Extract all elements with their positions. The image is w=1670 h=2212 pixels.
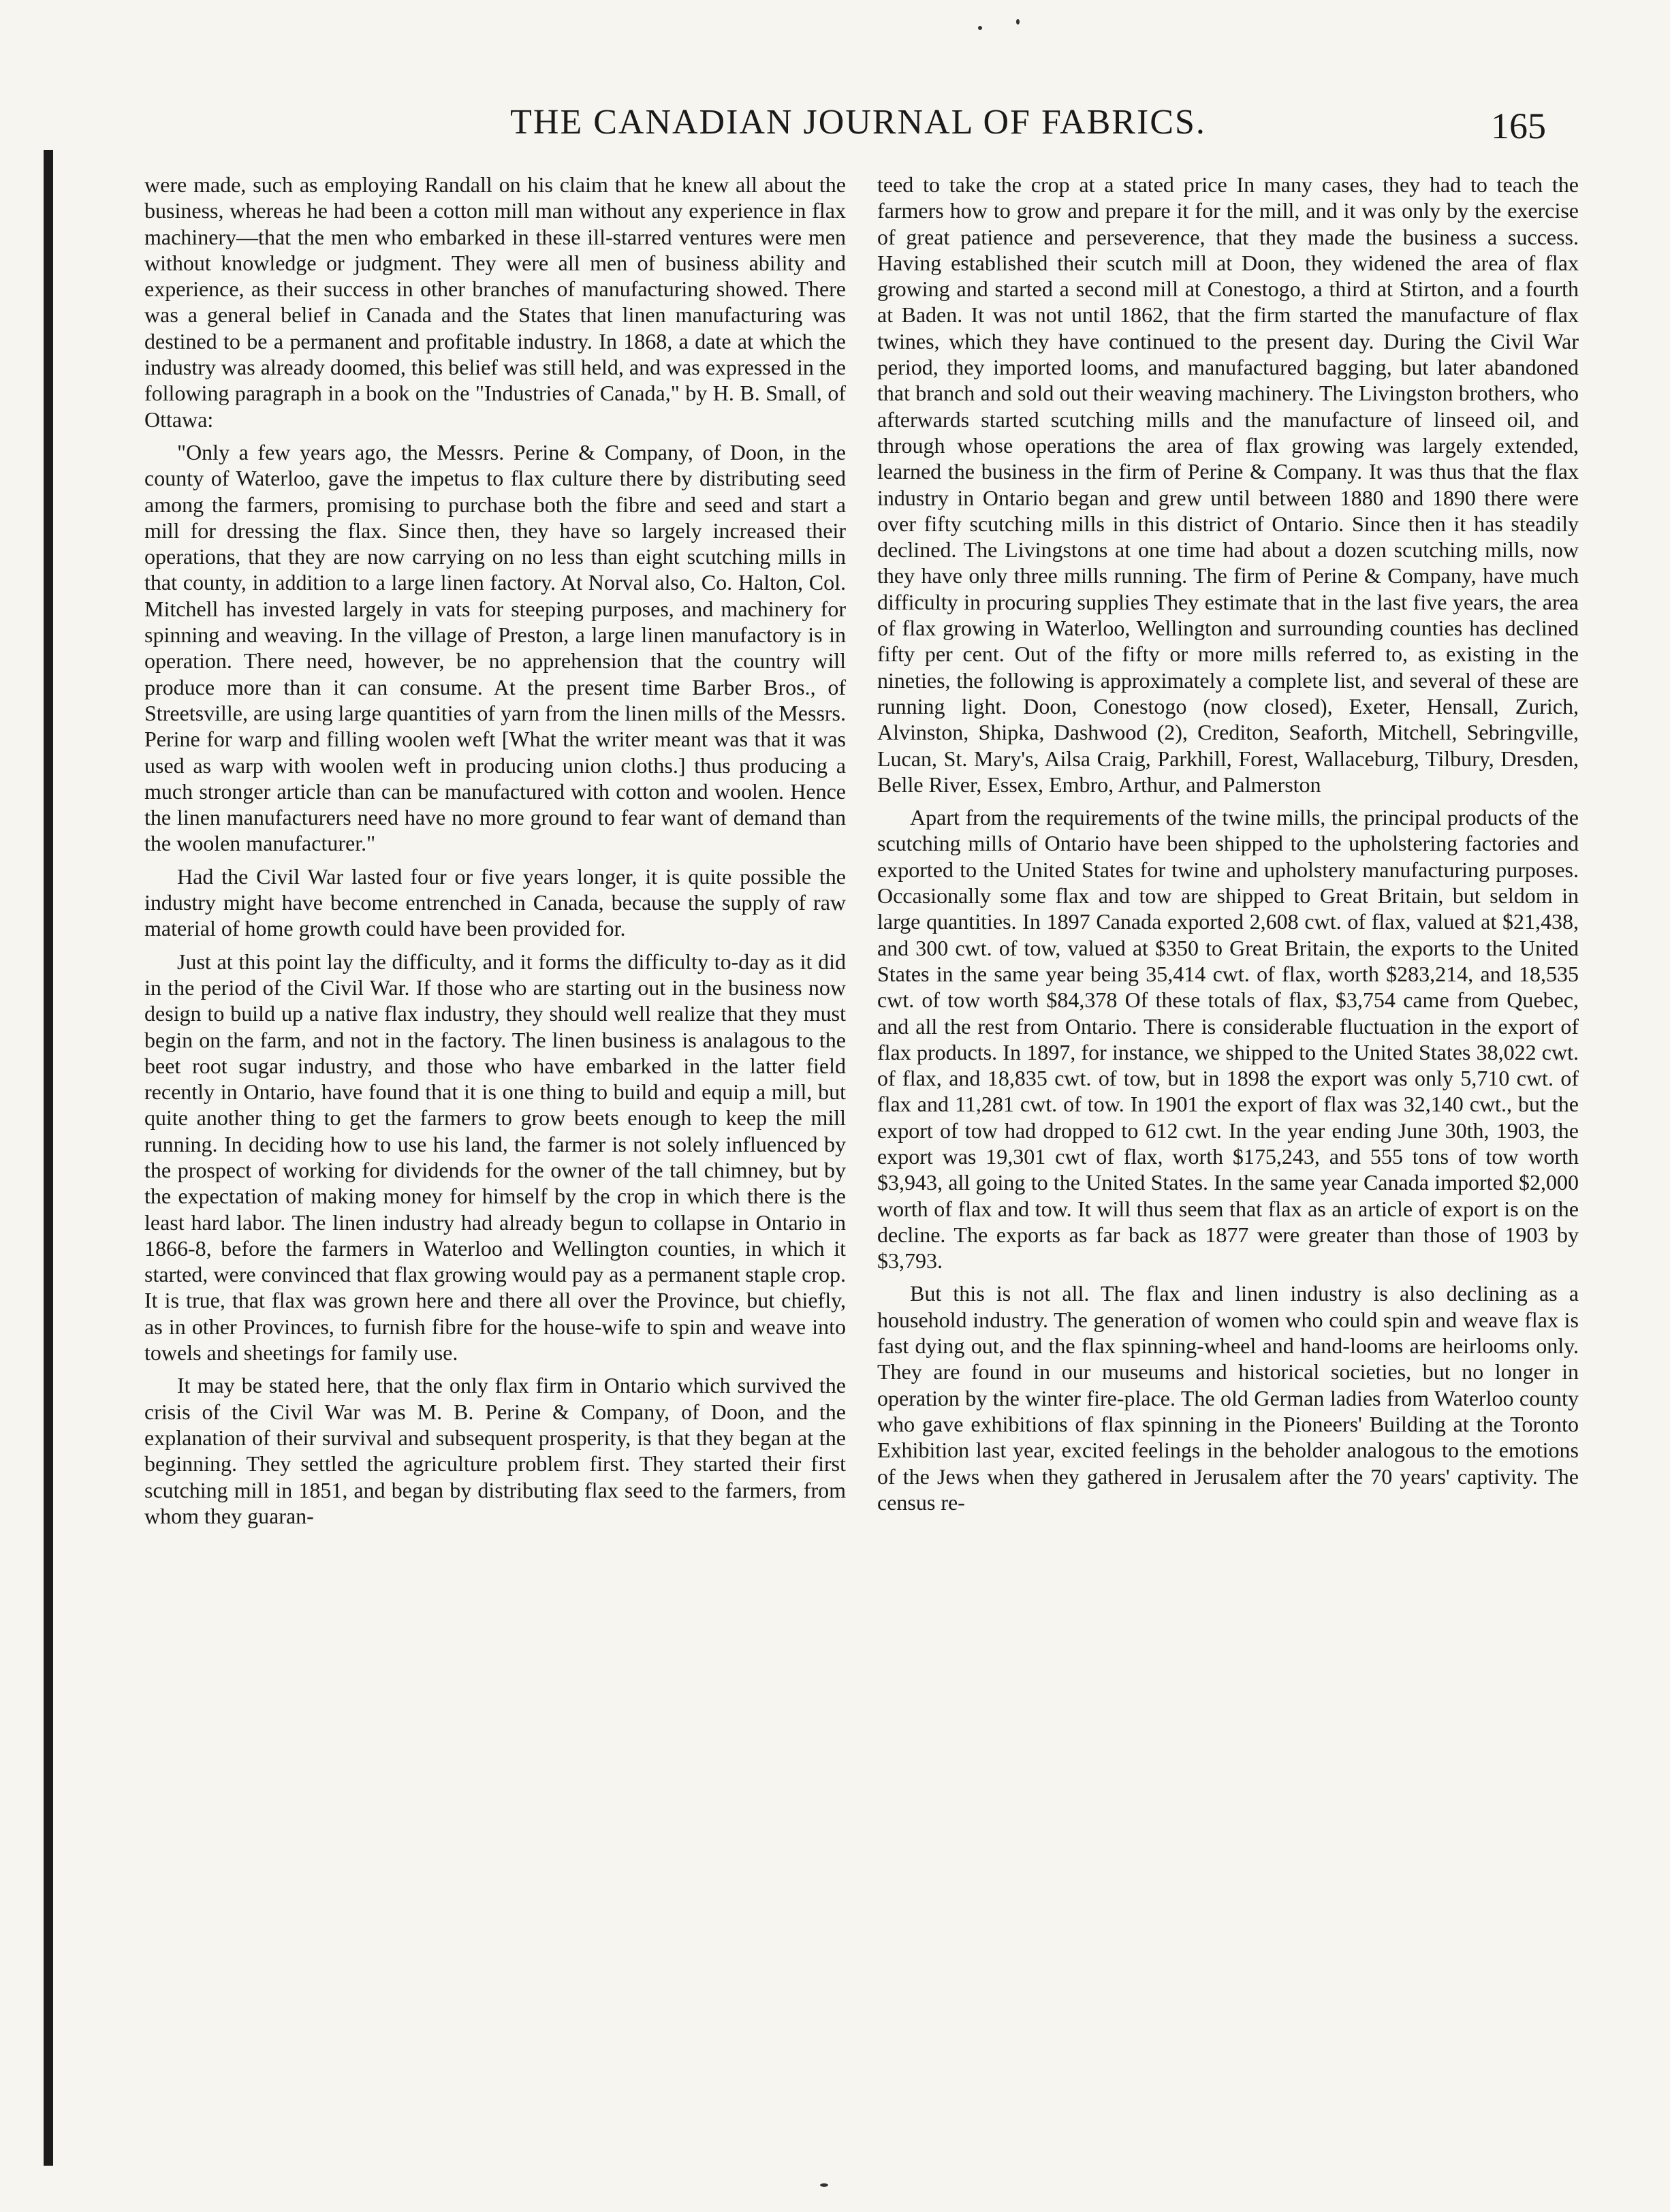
page-header [136, 102, 1580, 157]
print-speck [978, 26, 982, 30]
left-column [144, 172, 846, 1536]
paragraph: But this is not all. The flax and linen industry is also declining as a household industry. The generation of women who could spin and weave flax is fast dying out, and the flax spinning-wheel and hand-looms are heirlooms only. They are found in our museums and historical societies, but no longer in operation by the winter fire-place. The old German ladies from Waterloo county who gave exhibitions of flax spinning in the Pioneers' Building at the Toronto Exhibition last year, excited feelings in the beholder analogous to the emotions of the Jews when they gathered in Jerusalem after the 70 years' captivity. The census re- [877, 1281, 1579, 1515]
paragraph: teed to take the crop at a stated price In many cases, they had to teach the farmers how to grow and prepare it for the mill, and it was only by the exercise of great patience and perseverence, that they made the business a success. Having established their scutch mill at Doon, they widened the area of flax growing and started a second mill at Conestogo, a third at Stirton, and a fourth at Baden. It was not until 1862, that the firm started the manufacture of flax twines, which they have continued to the present day. During the Civil War period, they imported looms, and manufactured bagging, but later abandoned that branch and sold out their weaving machinery. The Livingston brothers, who afterwards started scutching mills and the manufacture of linseed oil, and through whose operations the area of flax growing was largely extended, learned the business in the firm of Perine & Company. It was thus that the flax industry in Ontario began and grew until between 1880 and 1890 there were over fifty scutching mills in this district of Ontario. Since then it has steadily declined. The Livingstons at one time had about a dozen scutching mills, now they have only three mills running. The firm of Perine & Company, have much difficulty in procuring supplies They estimate that in the last five years, the area of flax growing in Waterloo, Wellington and surrounding counties has declined fifty per cent. Out of the fifty or more mills referred to, as existing in the nineties, the following is approximately a complete list, and several of these are running light. Doon, Conestogo (now closed), Exeter, Hensall, Zurich, Alvinston, Shipka, Dashwood (2), Crediton, Seaforth, Mitchell, Sebringville, Lucan, St. Mary's, Ailsa Craig, Parkhill, Forest, Wallaceburg, Tilbury, Dresden, Belle River, Essex, Embro, Arthur, and Palmerston [877, 172, 1579, 797]
paragraph: Just at this point lay the difficulty, and it forms the difficulty to-day as it did in the period of the Civil War. If those who are starting out in the business now design to build up a native flax industry, they should well realize that they must begin on the farm, and not in the factory. The linen business is analagous to the beet root sugar industry, and those who have embarked in the latter field recently in Ontario, have found that it is one thing to build and equip a mill, but quite another thing to get the farmers to grow beets enough to keep the mill running. In deciding how to use his land, the farmer is not solely influenced by the prospect of working for dividends for the owner of the tall chimney, but by the expectation of making money for himself by the crop in which there is the least hard labor. The linen industry had already begun to collapse in Ontario in 1866-8, before the farmers in Waterloo and Wellington counties, in which it started, were convinced that flax growing would pay as a permanent staple crop. It is true, that flax was grown here and there all over the Province, but chiefly, as in other Provinces, to furnish fibre for the house-wife to spin and weave into towels and sheetings for family use. [144, 949, 846, 1365]
paragraph: Apart from the requirements of the twine mills, the principal products of the scutching mills of Ontario have been shipped to the upholstering factories and exported to the United States for twine and upholstery manufacturing purposes. Occasionally some flax and tow are shipped to Great Britain, but seldom in large quantities. In 1897 Canada exported 2,608 cwt. of flax, valued at $21,438, and 300 cwt. of tow, valued at $350 to Great Britain, the exports to the United States in the same year being 35,414 cwt. of flax, worth $283,214, and 18,535 cwt. of tow worth $84,378 Of these totals of flax, $3,754 came from Quebec, and all the rest from Ontario. There is considerable fluctuation in the export of flax products. In 1897, for instance, we shipped to the United States 38,022 cwt. of flax, and 18,835 cwt. of tow, but in 1898 the export was only 5,710 cwt. of flax and 11,281 cwt. of tow. In 1901 the export of flax was 32,140 cwt., but the export of tow had dropped to 612 cwt. In the year ending June 30th, 1903, the export was 19,301 cwt of flax, worth $175,243, and 555 tons of tow worth $3,943, all going to the United States. In the same year Canada imported $2,000 worth of flax and tow. It will thus seem that flax as an article of export is on the decline. The exports as far back as 1877 were greater than those of 1903 by $3,793. [877, 805, 1579, 1274]
paragraph: Had the Civil War lasted four or five years longer, it is quite possible the industry might have become entrenched in Canada, because the supply of raw material of home growth could have been provided for. [144, 864, 846, 941]
print-speck [820, 2183, 828, 2187]
page-number: 165 [1491, 106, 1546, 146]
paragraph: were made, such as employing Randall on his claim that he knew all about the business, whereas he had been a cotton mill man without any experience in flax machinery—that the men who embarked in these ill-starred ventures were men without knowledge or judgment. They were all men of business ability and experience, as their success in other branches of manufacturing showed. There was a general belief in Canada and the States that linen manufacturing was destined to be a permanent and profitable industry. In 1868, a date at which the industry was already doomed, this belief was still held, and was expressed in the following paragraph in a book on the "Industries of Canada," by H. B. Small, of Ottawa: [144, 172, 846, 432]
page-edge-shadow [44, 150, 53, 2166]
journal-title: THE CANADIAN JOURNAL OF FABRICS. [510, 103, 1206, 142]
quoted-paragraph: "Only a few years ago, the Messrs. Perine & Company, of Doon, in the county of Waterloo, gave the impetus to flax culture there by distributing seed among the farmers, promising to purchase both the fibre and seed and start a mill for dressing the flax. Since then, they have so largely increased their operations, that they are now carrying on no less than eight scutching mills in that county, in addition to a large linen factory. At Norval also, Co. Halton, Col. Mitchell has invested largely in vats for steeping purposes, and machinery for spinning and weaving. In the village of Preston, a large linen manufactory is in operation. There need, however, be no apprehension that the country will produce more than it can consume. At the present time Barber Bros., of Streetsville, are using large quantities of yarn from the linen mills of the Messrs. Perine for warp and filling woolen weft [What the writer meant was that it was used as warp with woolen weft in producing union cloths.] thus producing a much stronger article than can be manufactured with cotton and woolen. Hence the linen manufacturers need have no more ground to fear want of demand than the woolen manufacturer." [144, 439, 846, 856]
print-speck [1016, 19, 1020, 25]
right-column [877, 172, 1579, 1522]
paragraph: It may be stated here, that the only flax firm in Ontario which survived the crisis of the Civil War was M. B. Perine & Company, of Doon, and the explanation of their survival and subsequent prosperity, is that they began at the beginning. They settled the agriculture problem first. They started their first scutching mill in 1851, and began by distributing flax seed to the farmers, from whom they guaran- [144, 1373, 846, 1528]
